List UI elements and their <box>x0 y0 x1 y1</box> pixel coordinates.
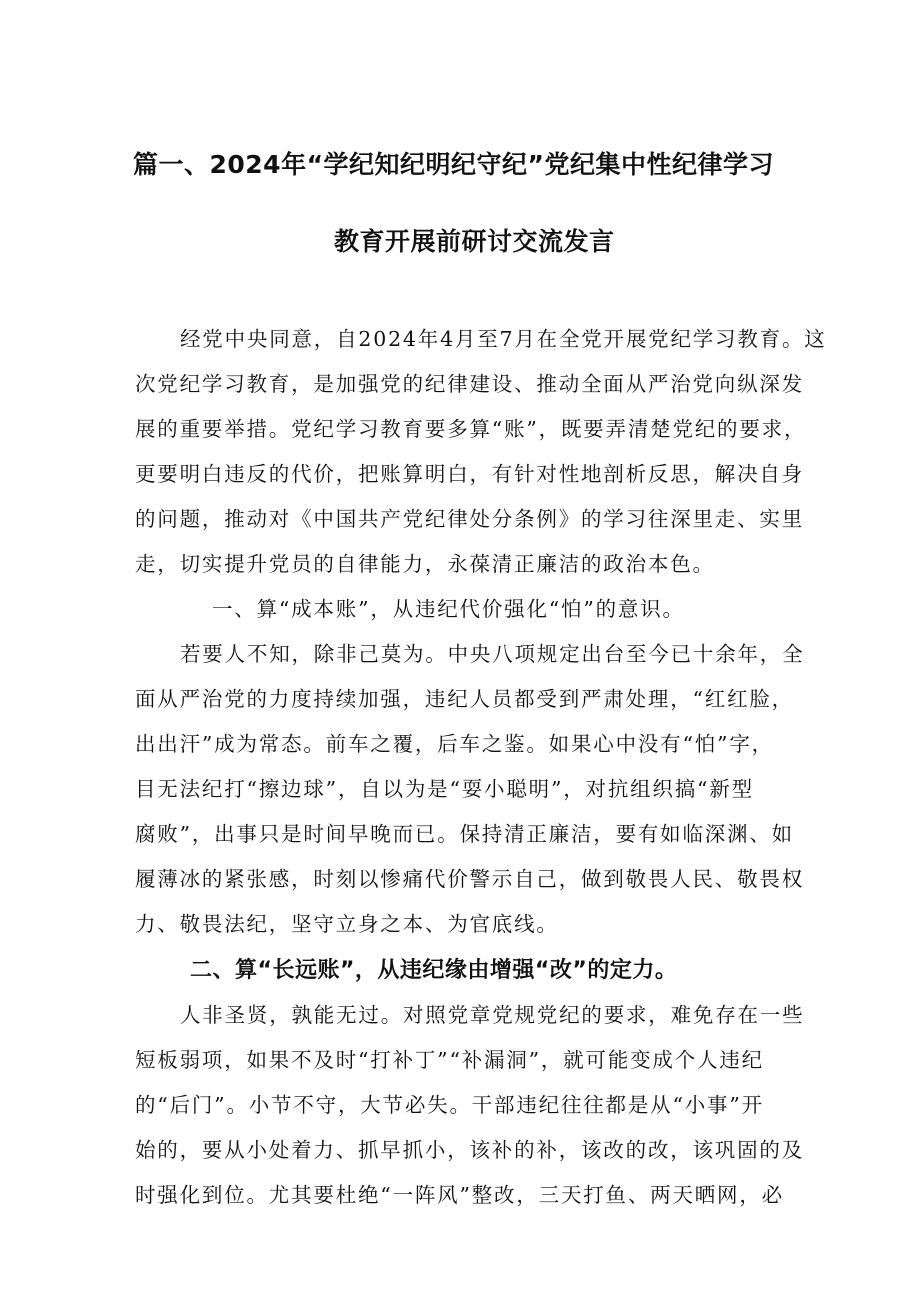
paragraph-2-line-2: 面从严治党的力度持续加强，违纪人员都受到严肃处理，“红红脸， <box>135 687 794 711</box>
paragraph-3-line-1: 人非圣贤，孰能无过。对照党章党规党纪的要求，难免存在一些 <box>180 1003 805 1027</box>
section-2-heading: 二、算“长远账”，从违纪缘由增强“改”的定力。 <box>190 958 678 983</box>
paragraph-2-line-4: 目无法纪打“擦边球”，自以为是“耍小聪明”，对抗组织搞“新型 <box>135 777 754 801</box>
paragraph-2-line-3: 出出汗”成为常态。前车之覆，后车之鉴。如果心中没有“怕”字， <box>135 732 774 756</box>
paragraph-2-line-7: 力、敬畏法纪，坚守立身之本、为官底线。 <box>135 912 559 936</box>
section-1-heading: 一、算“成本账”，从违纪代价强化“怕”的意识。 <box>212 597 685 621</box>
paragraph-1-line-1: 经党中央同意，自2024年4月至7月在全党开展党纪学习教育。这 <box>180 327 827 351</box>
paragraph-1-line-4: 更要明白违反的代价，把账算明白，有针对性地剖析反思，解决自身 <box>135 462 804 486</box>
document-title-line-2: 教育开展前研讨交流发言 <box>334 227 615 256</box>
paragraph-2-line-5: 腐败”，出事只是时间早晚而已。保持清正廉洁，要有如临深渊、如 <box>135 822 794 846</box>
document-title-line-1: 篇一、2024年“学纪知纪明纪守纪”党纪集中性纪律学习 <box>133 150 774 179</box>
paragraph-3-line-2: 短板弱项，如果不及时“打补丁”“补漏洞”，就可能变成个人违纪 <box>135 1048 764 1072</box>
paragraph-3-line-4: 始的，要从小处着力、抓早抓小，该补的补，该改的改，该巩固的及 <box>135 1138 804 1162</box>
paragraph-2-line-1: 若要人不知，除非己莫为。中央八项规定出台至今已十余年，全 <box>180 642 805 666</box>
paragraph-1-line-2: 次党纪学习教育，是加强党的纪律建设、推动全面从严治党向纵深发 <box>135 372 804 396</box>
paragraph-1-line-6: 走，切实提升党员的自律能力，永葆清正廉洁的政治本色。 <box>135 552 715 576</box>
paragraph-1-line-5: 的问题，推动对《中国共产党纪律处分条例》的学习往深里走、实里 <box>135 507 804 531</box>
paragraph-2-line-6: 履薄冰的紧张感，时刻以惨痛代价警示自己，做到敬畏人民、敬畏权 <box>135 867 804 891</box>
paragraph-3-line-3: 的“后门”。小节不守，大节必失。干部违纪往往都是从“小事”开 <box>135 1093 764 1117</box>
paragraph-3-line-5: 时强化到位。尤其要杜绝“一阵风”整改，三天打鱼、两天晒网，必 <box>135 1183 784 1207</box>
paragraph-1-line-3: 展的重要举措。党纪学习教育要多算“账”，既要弄清楚党纪的要求， <box>135 417 807 441</box>
